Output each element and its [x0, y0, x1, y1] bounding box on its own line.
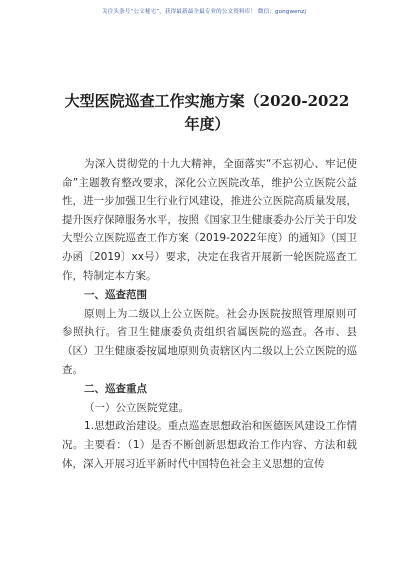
- intro-paragraph: 为深入贯彻党的十九大精神，全面落实“不忘初心、牢记使命”主题教育整改要求，深化公立医院改革，维护公立医院公益性，进一步加强卫生行业行风建设，推进公立医院高质量发展，提升医疗保障服务水平，按照《国家卫生健康委办公厅关于印发大型公立医院巡查工作方案（2019-2022年度）的通知》（国卫办函〔2019〕xx号）要求，决定在我省开展新一轮医院巡查工作，特制定本方案。: [62, 158, 357, 282]
- document-title: 大型医院巡查工作实施方案（2020-2022年度）: [64, 92, 350, 133]
- document-body: [62, 155, 357, 473]
- scope-paragraph: 原则上为二级以上公立医院。社会办医院按照管理原则可参照执行。省卫生健康委负责组织省属医院的巡查。各市、县（区）卫生健康委按属地原则负责辖区内二级以上公立医院的巡查。: [62, 307, 357, 376]
- section-heading-scope: 一、巡查范围: [84, 289, 148, 302]
- header-banner: 关注头条号“公文秘宅”，获得最新最全最专业的公文资料库！ 微信：gongwenzj: [101, 9, 306, 15]
- section-heading-focus: 二、巡查重点: [84, 383, 148, 396]
- subsection-heading-party-building: （一）公立医院党建。: [84, 401, 190, 414]
- ideology-paragraph: 1.思想政治建设。重点巡查思想政治和医德医风建设工作情况。主要看：（1）是否不断创新思想政治工作内容、方法和载体，深入开展习近平新时代中国特色社会主义思想的宣传: [62, 420, 357, 470]
